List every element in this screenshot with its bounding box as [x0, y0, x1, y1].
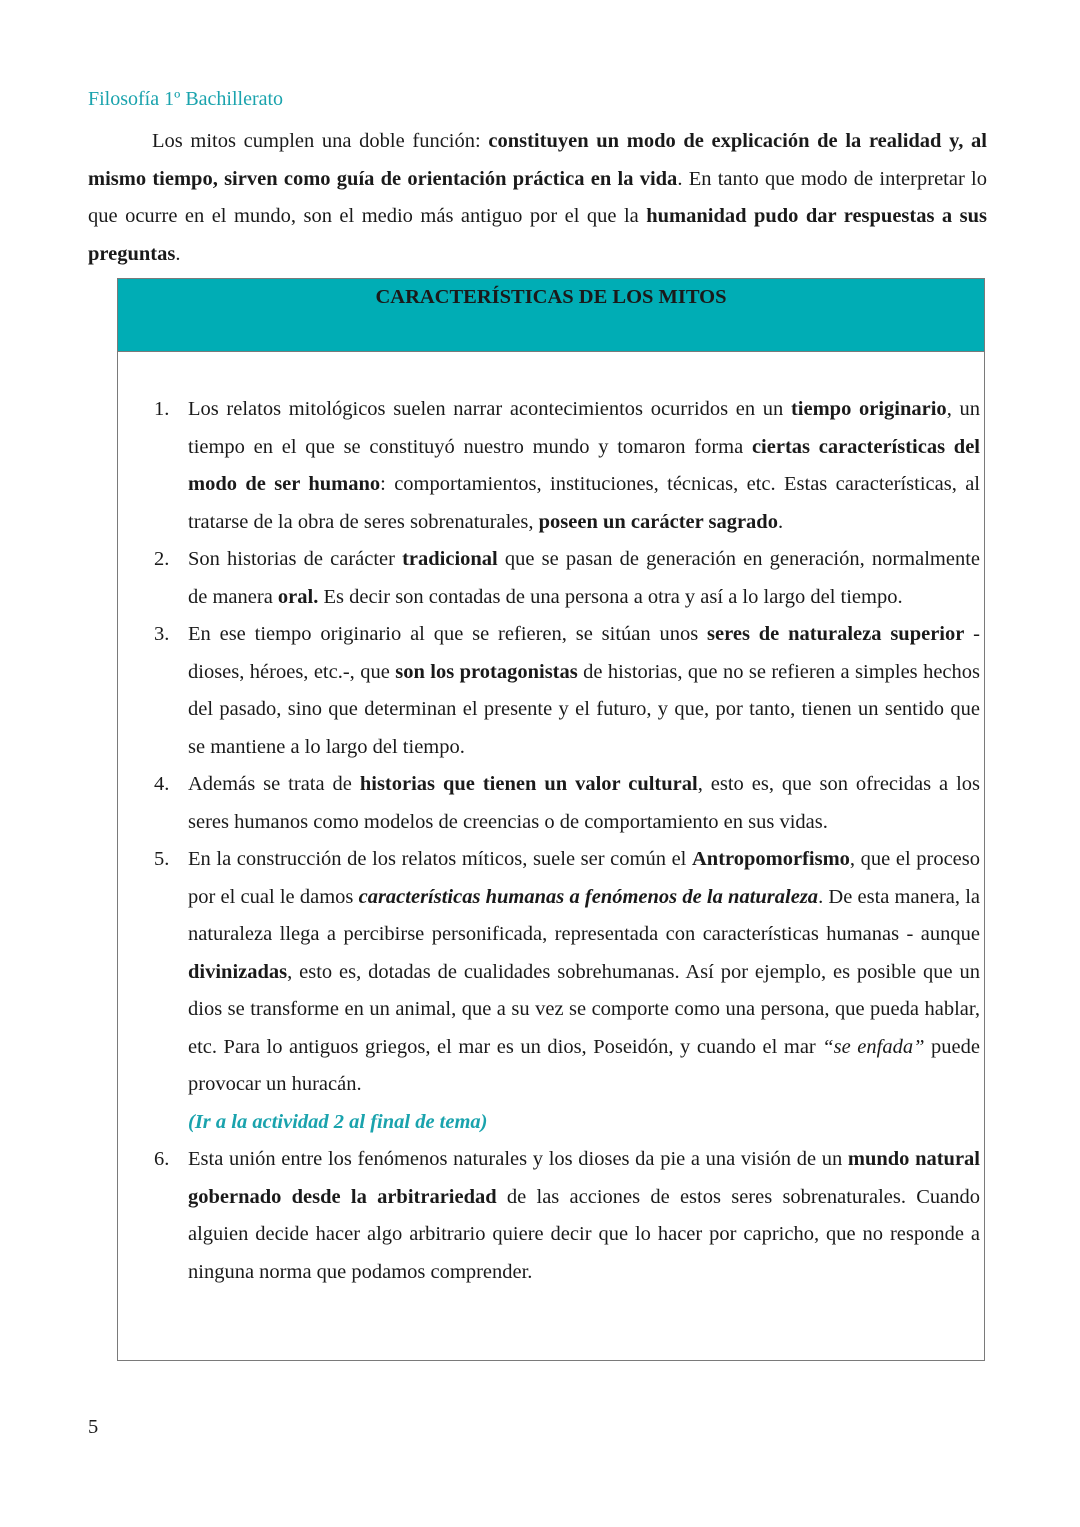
list-item: 5. En la construcción de los relatos míticos, suele ser común el Antropomorfismo, que el proceso por el cual le damos características humanas a fenómenos de la naturaleza. De esta manera, la naturaleza llega a percibirse personificada, representada con características humanas - aunque divinizadas, esto es, dotadas de cualidades sobrehumanas. Así por ejemplo, es posible que un dios se transforme en un animal, que a su vez se comporte como una persona, que pueda hablar, etc. Para lo antiguos griegos, el mar es un dios, Poseidón, y cuando el mar “se enfada” puede provocar un huracán. (Ir a la actividad 2 al final de tema): [150, 841, 980, 1141]
characteristics-box: [117, 278, 985, 1361]
intro-paragraph: Los mitos cumplen una doble función: constituyen un modo de explicación de la realidad y, al mismo tiempo, sirven como guía de orientación práctica en la vida. En tanto que modo de interpretar lo que ocurre en el mundo, son el medio más antiguo por el que la humanidad pudo dar respuestas a sus preguntas.: [88, 130, 987, 265]
box-title: CARACTERÍSTICAS DE LOS MITOS: [118, 279, 984, 352]
document-header: Filosofía 1º Bachillerato: [88, 88, 284, 110]
characteristics-list: [150, 391, 980, 1291]
list-item: 4. Además se trata de historias que tienen un valor cultural, esto es, que son ofrecidas a los seres humanos como modelos de creencias o de comportamiento en sus vidas.: [154, 773, 980, 833]
page-number: 5: [88, 1416, 99, 1438]
list-item: 6. Esta unión entre los fenómenos naturales y los dioses da pie a una visión de un mundo natural gobernado desde la arbitrariedad de las acciones de estos seres sobrenaturales. Cuando alguien decide hacer algo arbitrario quiere decir que lo hacer por capricho, que no responde a ninguna norma que podamos comprender.: [154, 1148, 980, 1283]
activity-link[interactable]: (Ir a la actividad 2 al final de tema): [188, 1110, 488, 1133]
list-item: 3. En ese tiempo originario al que se refieren, se sitúan unos seres de naturaleza superior -dioses, héroes, etc.-, que son los protagonistas de historias, que no se refieren a simples hechos del pasado, sino que determinan el presente y el futuro, y que, por tanto, tienen un sentido que se mantiene a lo largo del tiempo.: [154, 623, 981, 758]
list-item: 1. Los relatos mitológicos suelen narrar acontecimientos ocurridos en un tiempo originario, un tiempo en el que se constituyó nuestro mundo y tomaron forma ciertas características del modo de ser humano: comportamientos, instituciones, técnicas, etc. Estas características, al tratarse de la obra de seres sobrenaturales, poseen un carácter sagrado.: [154, 398, 980, 533]
list-item: 2. Son historias de carácter tradicional que se pasan de generación en generación, normalmente de manera oral. Es decir son contadas de una persona a otra y así a lo largo del tiempo.: [154, 548, 980, 608]
